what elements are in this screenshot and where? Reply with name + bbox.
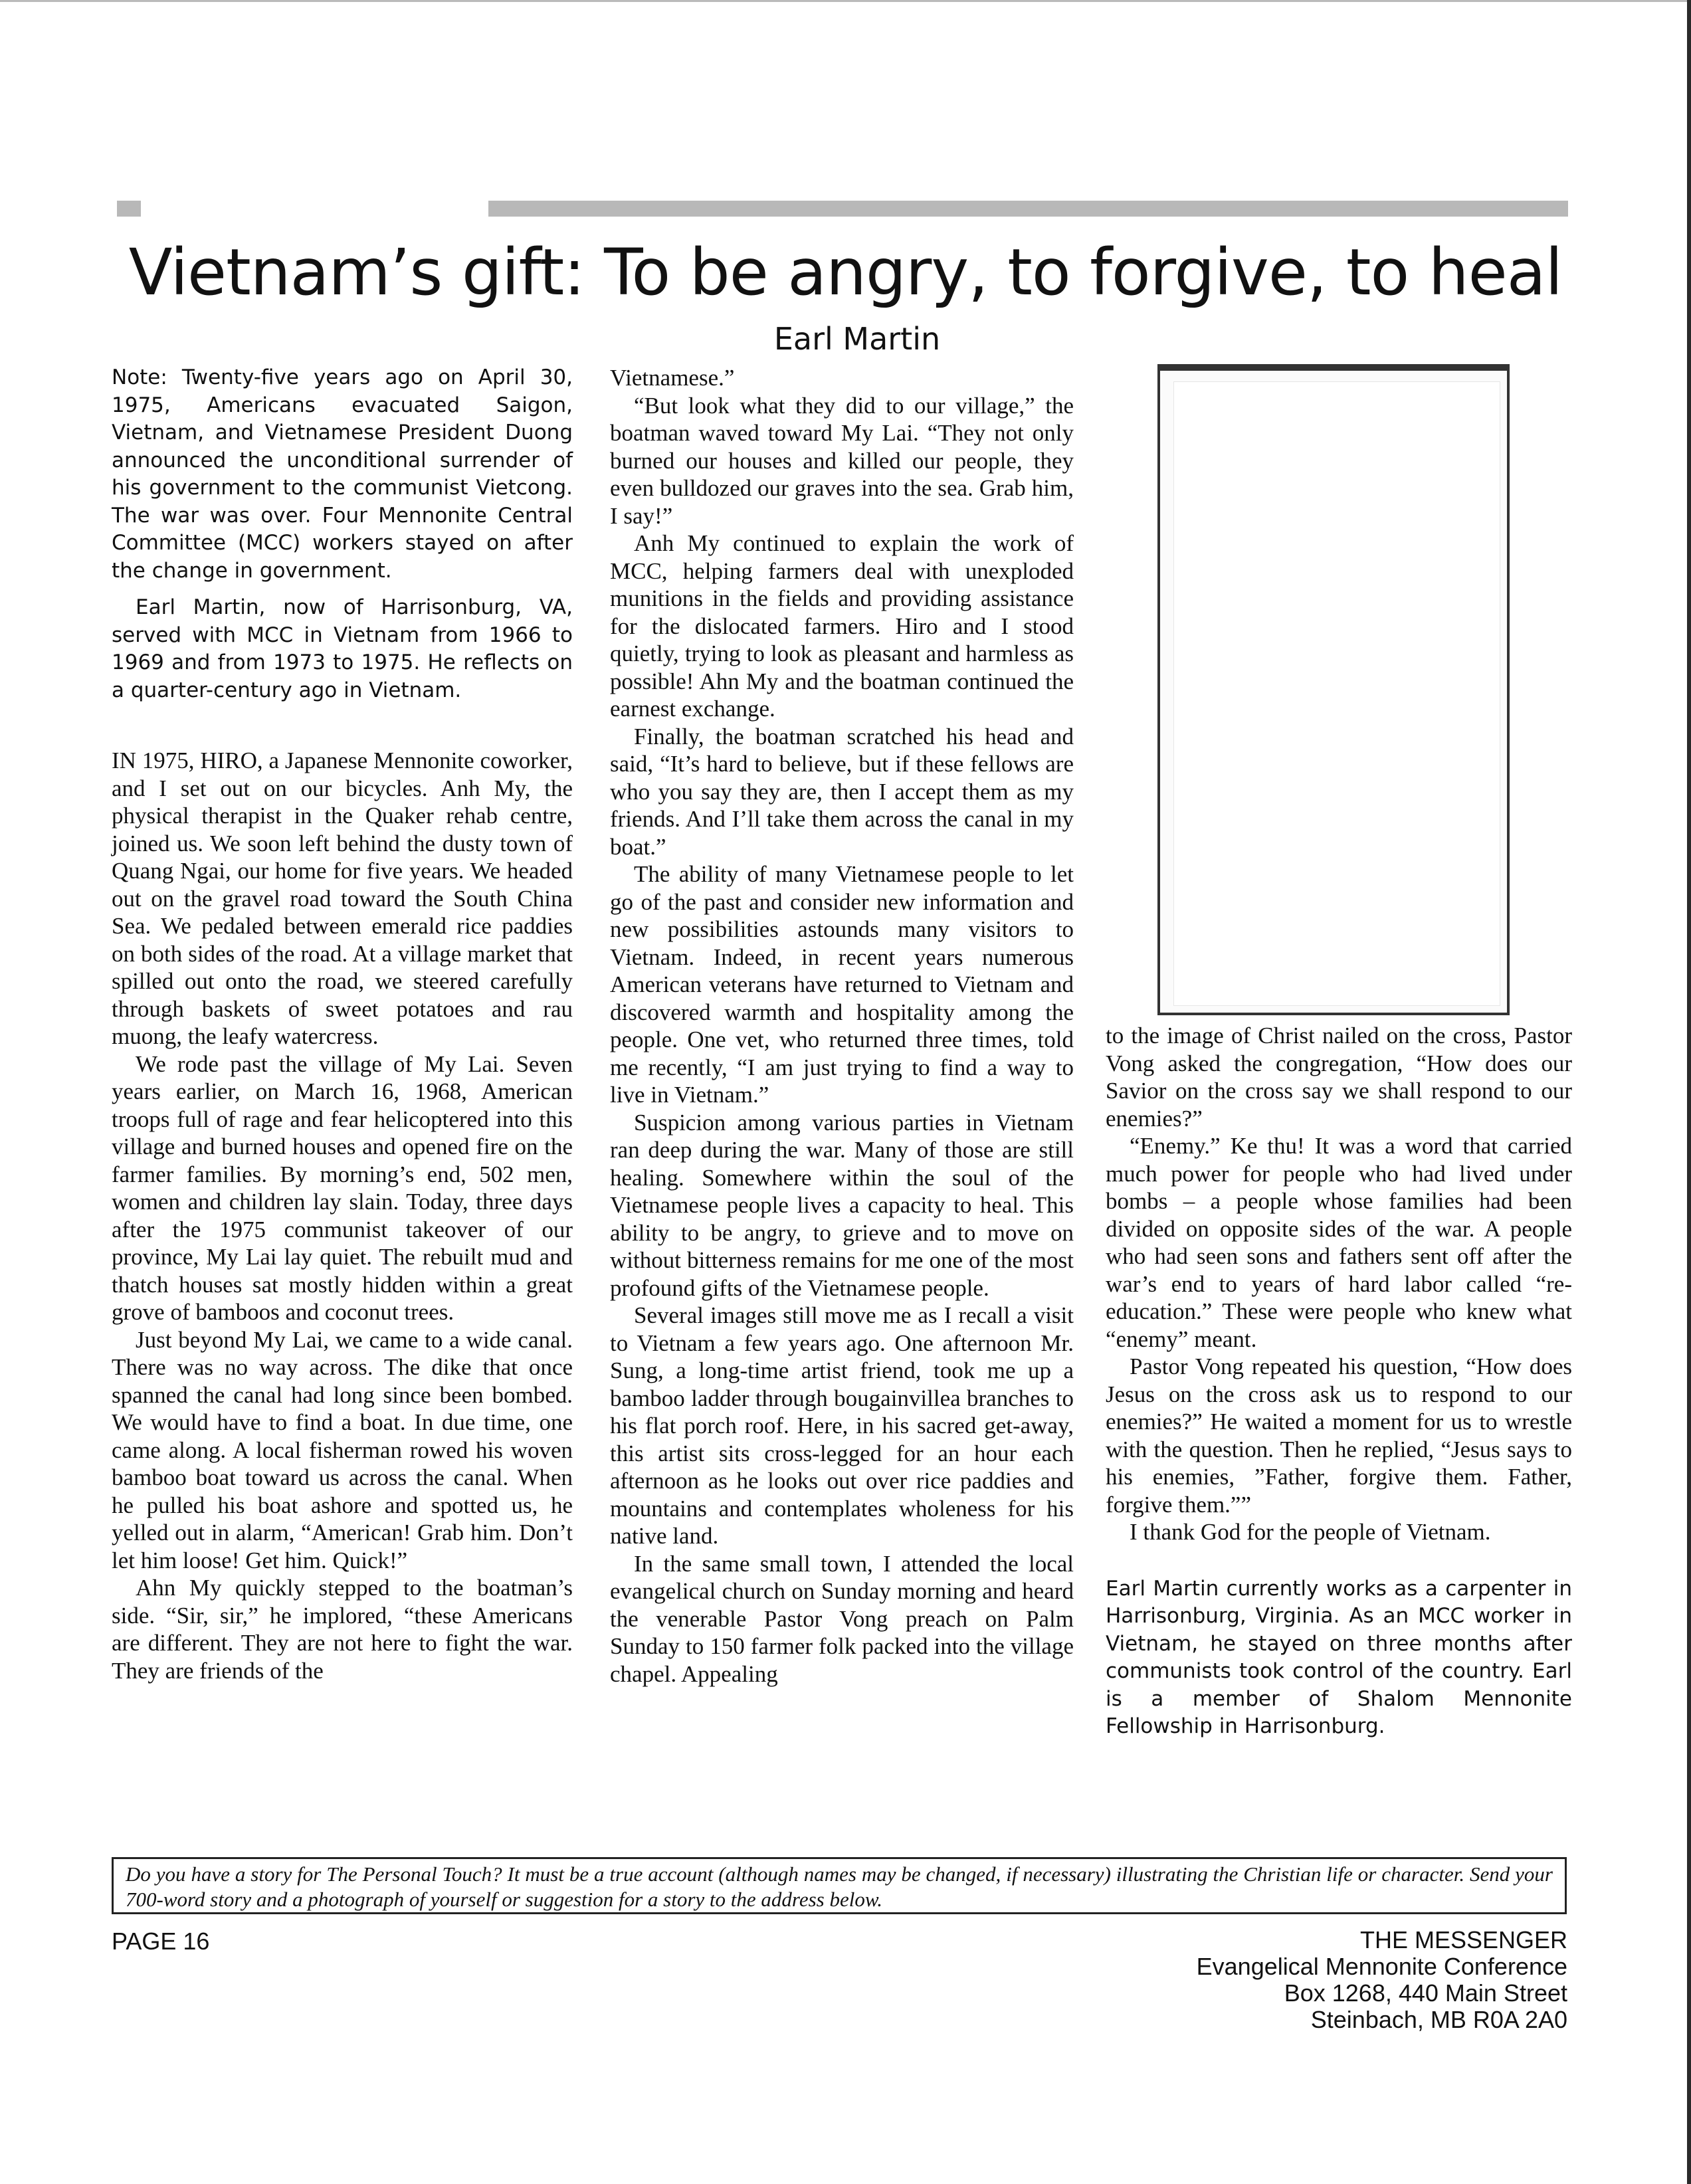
- body-paragraph: Suspicion among various parties in Vietnam ran deep during the war. Many of those are still healing. Somewhere within the soul of the Vietnamese people lives a capacity to heal. This ability to be angry, to grieve and to move on without bitterness remains for me one of the most profound gifts of the Vietnamese people.: [610, 1109, 1074, 1301]
- call-for-stories-box: Do you have a story for The Personal Touch? It must be a true account (although names may be changed, if necessary) illustrating the Christian life or character. Send your 700-word story and a photograph of yourself or suggestion for a story to the address below.: [112, 1857, 1567, 1914]
- author-bio: Earl Martin currently works as a carpenter in Harrisonburg, Virginia. As an MCC worker in Vietnam, he stayed on three months after communists took control of the country. Earl is a member of Shalom Mennonite Fellowship in Harrisonburg.: [1106, 1576, 1572, 1738]
- body-paragraph: In the same small town, I attended the local evangelical church on Sunday morning and heard the venerable Pastor Vong preach on Palm Sunday to 150 farmer folk packed into the village chapel. Appealing: [610, 1550, 1074, 1687]
- photo-placeholder: [1173, 381, 1500, 1006]
- column-2: [610, 364, 1074, 1688]
- body-paragraph: Pastor Vong repeated his question, “How does Jesus on the cross ask us to respond to our enemies?” He waited a moment for us to wrestle with the question. Then he replied, “Jesus says to his enemies, ”Father, forgive them. Father, forgive them.””: [1106, 1353, 1572, 1518]
- header-rule-bar: [488, 201, 1568, 217]
- scan-edge-right: [1687, 0, 1691, 2184]
- editor-note-paragraph: Earl Martin, now of Harrisonburg, VA, served with MCC in Vietnam from 1966 to 1969 and from 1973 to 1975. He reflects on a quarter-century ago in Vietnam.: [112, 595, 573, 702]
- header-rule-marker: [117, 201, 141, 217]
- body-paragraph: The ability of many Vietnamese people to let go of the past and consider new information and new possibilities astounds many visitors to Vietnam. Indeed, in recent years numerous American veterans have returned to Vietnam and discovered warmth and hospitality among the people. One vet, who returned three times, told me recently, “I am just trying to find a way to live in Vietnam.”: [610, 861, 1074, 1108]
- publication-address: [1197, 1927, 1567, 2033]
- publication-address-line: Steinbach, MB R0A 2A0: [1310, 2006, 1567, 2033]
- article-byline: Earl Martin: [773, 321, 941, 357]
- body-paragraph: We rode past the village of My Lai. Seven years earlier, on March 16, 1968, American troops full of rage and fear helicoptered into this village and burned houses and opened fire on the farmer families. By morning’s end, 502 men, women and children lay slain. Today, three days after the 1975 communist takeover of our province, My Lai lay quiet. The rebuilt mud and thatch houses sat mostly hidden within a great grove of bamboos and coconut trees.: [112, 1050, 573, 1325]
- body-paragraph: Just beyond My Lai, we came to a wide canal. There was no way across. The dike that once spanned the canal had long since been bombed. We would have to find a boat. In due time, one came along. A local fisherman rowed his woven bamboo boat toward us across the canal. When he pulled his boat ashore and spotted us, he yelled out in alarm, “American! Grab him. Don’t let him loose! Get him. Quick!”: [112, 1326, 573, 1573]
- body-paragraph: to the image of Christ nailed on the cross, Pastor Vong asked the congregation, “How does our Savior on the cross say we shall respond to our enemies?”: [1106, 1023, 1572, 1132]
- publication-organization: Evangelical Mennonite Conference: [1196, 1953, 1567, 1980]
- body-paragraph: I thank God for the people of Vietnam.: [1130, 1519, 1491, 1545]
- article-title: Vietnam’s gift: To be angry, to forgive, to heal: [128, 235, 1563, 310]
- body-paragraph: IN 1975, HIRO, a Japanese Mennonite coworker, and I set out on our bicycles. Anh My, the physical therapist in the Quaker rehab centre, joined us. We soon left behind the dusty town of Quang Ngai, our home for five years. We headed out on the gravel road toward the South China Sea. We pedaled between emerald rice paddies on both sides of the road. At a village market that spilled out onto the road, we steered carefully through baskets of sweet potatoes and rau muong, the leafy watercress.: [112, 747, 573, 1049]
- body-paragraph: Ahn My quickly stepped to the boatman’s side. “Sir, sir,” he implored, “these Americans are different. They are not here to fight the war. They are friends of the: [112, 1575, 573, 1684]
- body-paragraph: “But look what they did to our village,” the boatman waved toward My Lai. “They not only burned our houses and killed our people, they even bulldozed our graves into the sea. Grab him, I say!”: [610, 392, 1074, 529]
- body-paragraph: Finally, the boatman scratched his head and said, “It’s hard to believe, but if these fellows are who you say they are, then I accept them as my friends. And I’ll take them across the canal in my boat.”: [610, 723, 1074, 860]
- body-paragraph: “Enemy.” Ke thu! It was a word that carried much power for people who had lived under bombs – a people whose families had been divided on opposite sides of the war. A people who had seen sons and fathers sent off after the war’s end to years of hard labor called “re-education.” These were people who knew what “enemy” meant.: [1106, 1133, 1572, 1352]
- publication-address-line: Box 1268, 440 Main Street: [1284, 1979, 1567, 2007]
- editor-note-paragraph: Note: Twenty-five years ago on April 30, 1975, Americans evacuated Saigon, Vietnam, and Vietnamese President Duong announced the unconditional surrender of his government to the communist Vietcong. The war was over. Four Mennonite Central Committee (MCC) workers stayed on after the change in government.: [112, 365, 573, 583]
- scan-edge-top: [0, 0, 1691, 2]
- body-paragraph: Vietnamese.”: [610, 365, 735, 391]
- column-1: [112, 364, 573, 1684]
- column-3: [1106, 364, 1572, 1741]
- body-paragraph: Several images still move me as I recall a visit to Vietnam a few years ago. One afternoon Mr. Sung, a long-time artist friend, took me up a bamboo ladder through bougainvillea branches to his flat porch roof. Here, in his sacred get-away, this artist sits cross-legged for an hour each afternoon as he looks out over rice paddies and mountains and contemplates wholeness for his native land.: [610, 1302, 1074, 1549]
- page-number: PAGE 16: [112, 1928, 210, 1955]
- body-paragraph: Anh My continued to explain the work of MCC, helping farmers deal with unexploded munitions in the fields and providing assistance for the dislocated farmers. Hiro and I stood quietly, trying to look as pleasant and harmless as possible! Ahn My and the boatman continued the earnest exchange.: [610, 530, 1074, 722]
- photo-frame: [1157, 364, 1510, 1015]
- publication-name: THE MESSENGER: [1359, 1926, 1567, 1953]
